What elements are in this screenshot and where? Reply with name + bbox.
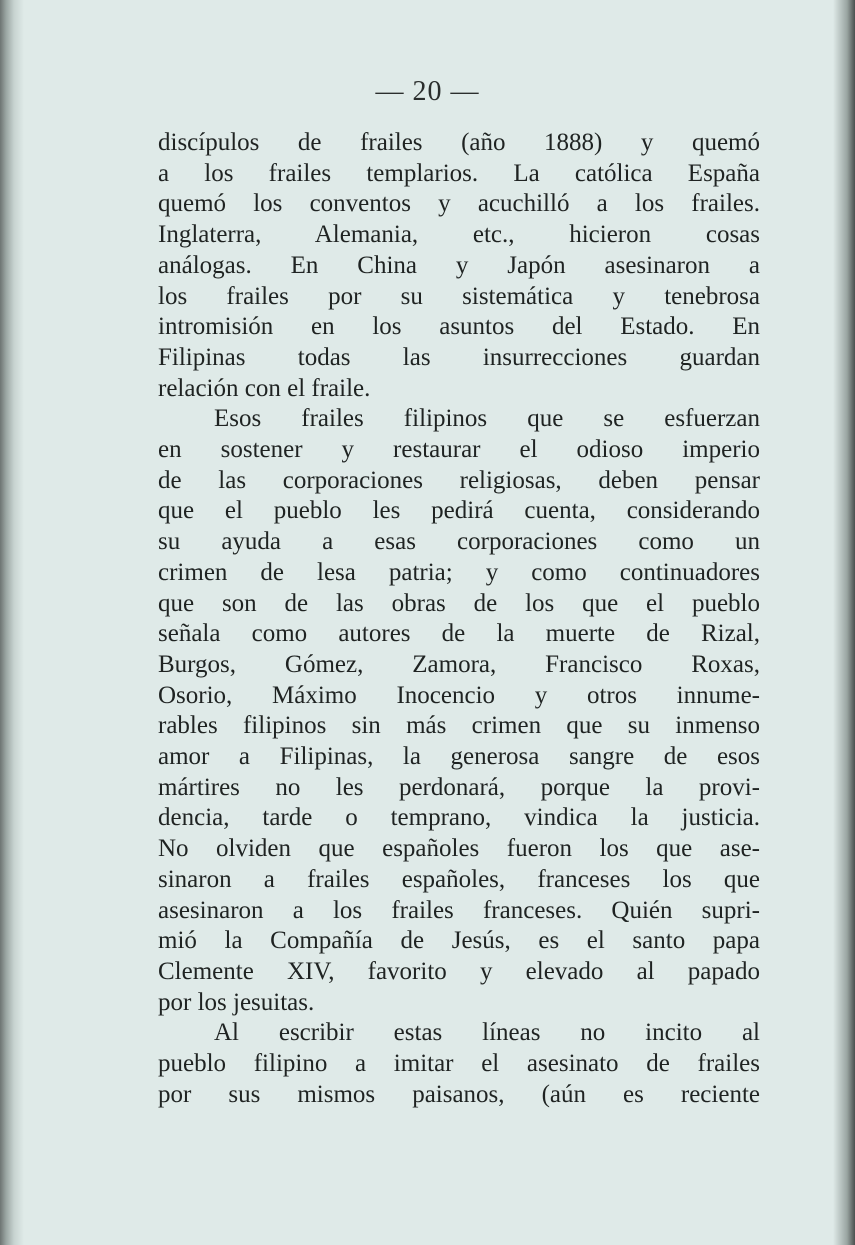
- text-line: rables filipinos sin más crimen que su inmenso: [158, 712, 760, 740]
- text-line: análogas. En China y Japón asesinaron a: [158, 251, 760, 279]
- text-line: Inglaterra, Alemania, etc., hicieron cosas: [158, 221, 760, 249]
- text-line: intromisión en los asuntos del Estado. En: [158, 313, 760, 341]
- text-line: crimen de lesa patria; y como continuadores: [158, 558, 760, 586]
- text-line: por sus mismos paisanos, (aún es reciente: [158, 1080, 760, 1108]
- text-line: mió la Compañía de Jesús, es el santo papa: [158, 927, 760, 955]
- text-line: que el pueblo les pedirá cuenta, considerando: [158, 497, 760, 525]
- text-line: en sostener y restaurar el odioso imperio: [158, 436, 760, 464]
- text-line: pueblo filipino a imitar el asesinato de frailes: [158, 1050, 760, 1078]
- text-line: de las corporaciones religiosas, deben pensar: [158, 466, 760, 494]
- text-line: No olviden que españoles fueron los que ase-: [158, 835, 760, 863]
- text-line: Burgos, Gómez, Zamora, Francisco Roxas,: [158, 650, 760, 678]
- page-number: — 20 —: [375, 76, 480, 107]
- text-line: amor a Filipinas, la generosa sangre de esos: [158, 743, 760, 771]
- text-line: Esos frailes filipinos que se esfuerzan: [214, 405, 760, 433]
- text-line: por los jesuitas.: [158, 988, 315, 1016]
- body-text: [158, 128, 760, 1111]
- text-line: dencia, tarde o temprano, vindica la justicia.: [158, 804, 760, 832]
- text-line: los frailes por su sistemática y tenebrosa: [158, 282, 760, 310]
- text-line: quemó los conventos y acuchilló a los frailes.: [158, 190, 760, 218]
- text-line: sinaron a frailes españoles, franceses los que: [158, 865, 760, 893]
- text-line: su ayuda a esas corporaciones como un: [158, 528, 760, 556]
- text-line: discípulos de frailes (año 1888) y quemó: [158, 129, 760, 156]
- text-line: Al escribir estas líneas no incito al: [214, 1019, 760, 1047]
- text-line: Filipinas todas las insurrecciones guardan: [158, 343, 760, 371]
- page-right-edge: [833, 0, 855, 1245]
- text-line: relación con el fraile.: [158, 374, 371, 402]
- text-line: señala como autores de la muerte de Rizal,: [158, 620, 760, 648]
- text-line: a los frailes templarios. La católica España: [158, 159, 760, 187]
- text-line: que son de las obras de los que el pueblo: [158, 589, 760, 617]
- text-line: Clemente XIV, favorito y elevado al papado: [158, 957, 760, 985]
- text-line: mártires no les perdonará, porque la provi-: [158, 773, 760, 801]
- text-line: Osorio, Máximo Inocencio y otros innume-: [158, 681, 760, 709]
- text-line: asesinaron a los frailes franceses. Quién supri-: [158, 896, 760, 924]
- page-left-edge: [0, 0, 24, 1245]
